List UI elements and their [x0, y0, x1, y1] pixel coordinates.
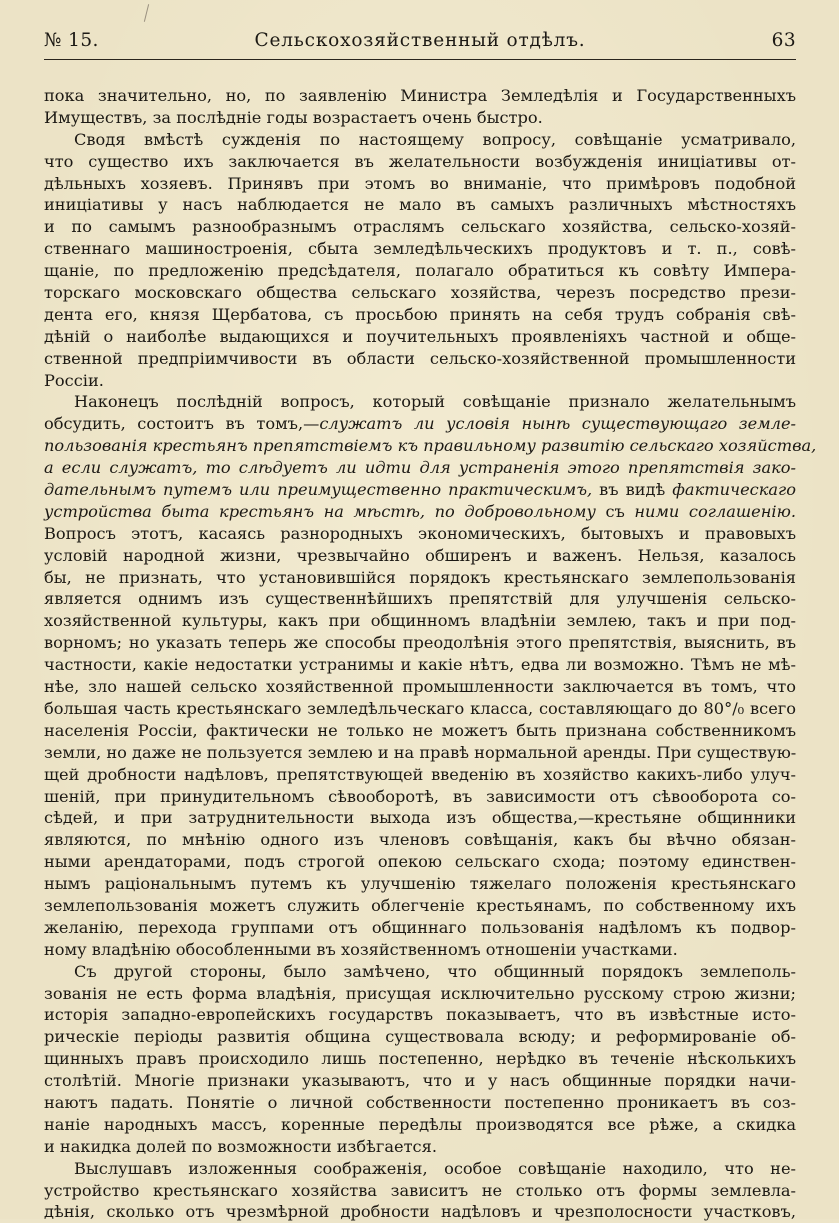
text-line: Наконецъ послѣдній вопросъ, который совѣщаніе признало желательнымъ — [74, 392, 796, 412]
text-line: ными арендаторами, подъ строгой опекою сельскаго схода; поэтому единствен- — [44, 852, 796, 872]
text-line: Сводя вмѣстѣ сужденія по настоящему вопросу, совѣщаніе усматривало, — [74, 129, 796, 149]
text-line: частности, какіе недостатки устранимы и какіе нѣтъ, едва ли возможно. Тѣмъ не мѣ- — [44, 655, 796, 675]
text-line: наютъ падать. Понятіе о личной собственности постепенно проникаетъ въ соз- — [44, 1092, 796, 1112]
text-line: пользованія крестьянъ препятствіемъ къ правильному развитію сельскаго хозяйства, — [44, 436, 817, 456]
running-header — [44, 30, 796, 56]
text-line: что существо ихъ заключается въ желательности возбужденія иниціативы от- — [44, 151, 796, 171]
text-line: населенія Россіи, фактически не только не можетъ быть признана собственникомъ — [44, 720, 796, 740]
page-number: 63 — [771, 30, 796, 51]
text-line: нымъ раціональнымъ путемъ къ улучшенію тяжелаго положенія крестьянскаго — [44, 874, 796, 894]
text-line: рическіе періоды развитія община существовала всюду; и реформированіе об- — [44, 1027, 796, 1047]
text-line: нѣе, зло нашей сельско хозяйственной промышленности заключается въ томъ, что — [44, 677, 796, 697]
text-line: Россіи. — [44, 370, 104, 390]
text-line: Съ другой стороны, было замѣчено, что общинный порядокъ землеполь- — [74, 961, 796, 981]
text-line: дѣльныхъ хозяевъ. Принявъ при этомъ во вниманіе, что примѣровъ подобной — [44, 173, 796, 193]
text-line: дѣнія, сколько отъ чрезмѣрной дробности надѣловъ и чрезполосности участковъ, — [44, 1202, 796, 1222]
text-line: дѣній о наиболѣе выдающихся и поучительныхъ проявленіяхъ частной и обще- — [44, 326, 796, 346]
text-line: а если служатъ, то слѣдуетъ ли идти для устраненія этого препятствія зако- — [44, 458, 796, 478]
text-line: Имуществъ, за послѣдніе годы возрастаетъ очень быстро. — [44, 107, 543, 127]
section-title: Сельскохозяйственный отдѣлъ. — [254, 30, 586, 51]
text-line: ворномъ; но указать теперь же способы преодолѣнія этого препятствія, выяснить, въ — [44, 633, 796, 653]
text-line: условій народной жизни, чрезвычайно обширенъ и важенъ. Нельзя, казалось — [44, 545, 796, 565]
text-line: иниціативы у насъ наблюдается не мало въ самыхъ различныхъ мѣстностяхъ — [44, 195, 796, 215]
text-line: бы, не признать, что установившійся порядокъ крестьянскаго землепользованія — [44, 567, 796, 587]
header-rule — [44, 59, 796, 60]
text-line: ственнаго машиностроенія, сбыта земледѣльческихъ продуктовъ и т. п., совѣ- — [44, 239, 796, 259]
text-line: щаніе, по предложенію предсѣдателя, полагало обратиться къ совѣту Импера- — [44, 261, 796, 281]
text-line: столѣтій. Многіе признаки указываютъ, что и у насъ общинные порядки начи- — [44, 1071, 796, 1091]
text-line: торскаго московскаго общества сельскаго хозяйства, черезъ посредство прези- — [44, 283, 796, 303]
text-line: земли, но даже не пользуется землею и на правѣ нормальной аренды. При существую- — [44, 742, 797, 762]
text-line: хозяйственной культуры, какъ при общинномъ владѣніи землею, такъ и при под- — [44, 611, 796, 631]
issue-number: № 15. — [44, 30, 99, 51]
text-line: ному владѣнію обособленными въ хозяйственномъ отношеніи участками. — [44, 939, 678, 959]
text-line: землепользованія можетъ служить облегченіе крестьянамъ, по собственному ихъ — [44, 895, 796, 915]
text-line: Вопросъ этотъ, касаясь разнородныхъ экономическихъ, бытовыхъ и правовыхъ — [44, 523, 796, 543]
text-line: устройства быта крестьянъ на мѣстѣ, по добровольному съ ними соглашенію. — [44, 501, 796, 521]
pencil-mark — [144, 4, 149, 22]
text-line: большая часть крестьянскаго земледѣльческаго класса, составляющаго до 80°/₀ всего — [44, 698, 796, 718]
text-line: желанію, перехода группами отъ общиннаго пользованія надѣломъ къ подвор- — [44, 917, 796, 937]
text-line: пока значительно, но, по заявленію Министра Земледѣлія и Государственныхъ — [44, 86, 796, 105]
text-line: Выслушавъ изложенныя соображенія, особое совѣщаніе находило, что не- — [74, 1158, 796, 1178]
text-line: зованія не есть форма владѣнія, присущая исключительно русскому строю жизни; — [44, 983, 796, 1003]
text-line: устройство крестьянскаго хозяйства зависитъ не столько отъ формы землевла- — [44, 1180, 796, 1200]
text-line: ственной предпріимчивости въ области сельско-хозяйственной промышленности — [44, 348, 796, 368]
text-line: и по самымъ разнообразнымъ отраслямъ сельскаго хозяйства, сельско-хозяй- — [44, 217, 796, 237]
text-line: наніе народныхъ массъ, коренные передѣлы производятся все рѣже, а скидка — [44, 1114, 796, 1134]
text-line: дента его, князя Щербатова, съ просьбою принять на себя трудъ собранія свѣ- — [44, 304, 796, 324]
text-line: сѣдей, и при затруднительности выхода изъ общества,—крестьяне общинники — [44, 808, 796, 828]
text-line: шеній, при принудительномъ сѣвооборотѣ, въ зависимости отъ сѣвооборота со- — [44, 786, 796, 806]
text-line: исторія западно-европейскихъ государствъ показываетъ, что въ извѣстные исто- — [44, 1005, 796, 1025]
text-line: и накидка долей по возможности избѣгается. — [44, 1136, 437, 1156]
text-line: обсудить, состоитъ въ томъ,—служатъ ли условія нынѣ существующаго земле- — [44, 414, 796, 434]
text-line: являются, по мнѣнію одного изъ членовъ совѣщанія, какъ бы вѣчно обязан- — [44, 830, 796, 850]
text-line: щинныхъ правъ происходило лишь постепенно, нерѣдко въ теченіе нѣсколькихъ — [44, 1049, 796, 1069]
text-line: является однимъ изъ существеннѣйшихъ препятствій для улучшенія сельско- — [44, 589, 796, 609]
body-text — [44, 85, 817, 1223]
text-line: дательнымъ путемъ или преимущественно практическимъ, въ видѣ фактическаго — [44, 480, 796, 500]
text-line: щей дробности надѣловъ, препятствующей введенію въ хозяйство какихъ-либо улуч- — [44, 764, 796, 784]
